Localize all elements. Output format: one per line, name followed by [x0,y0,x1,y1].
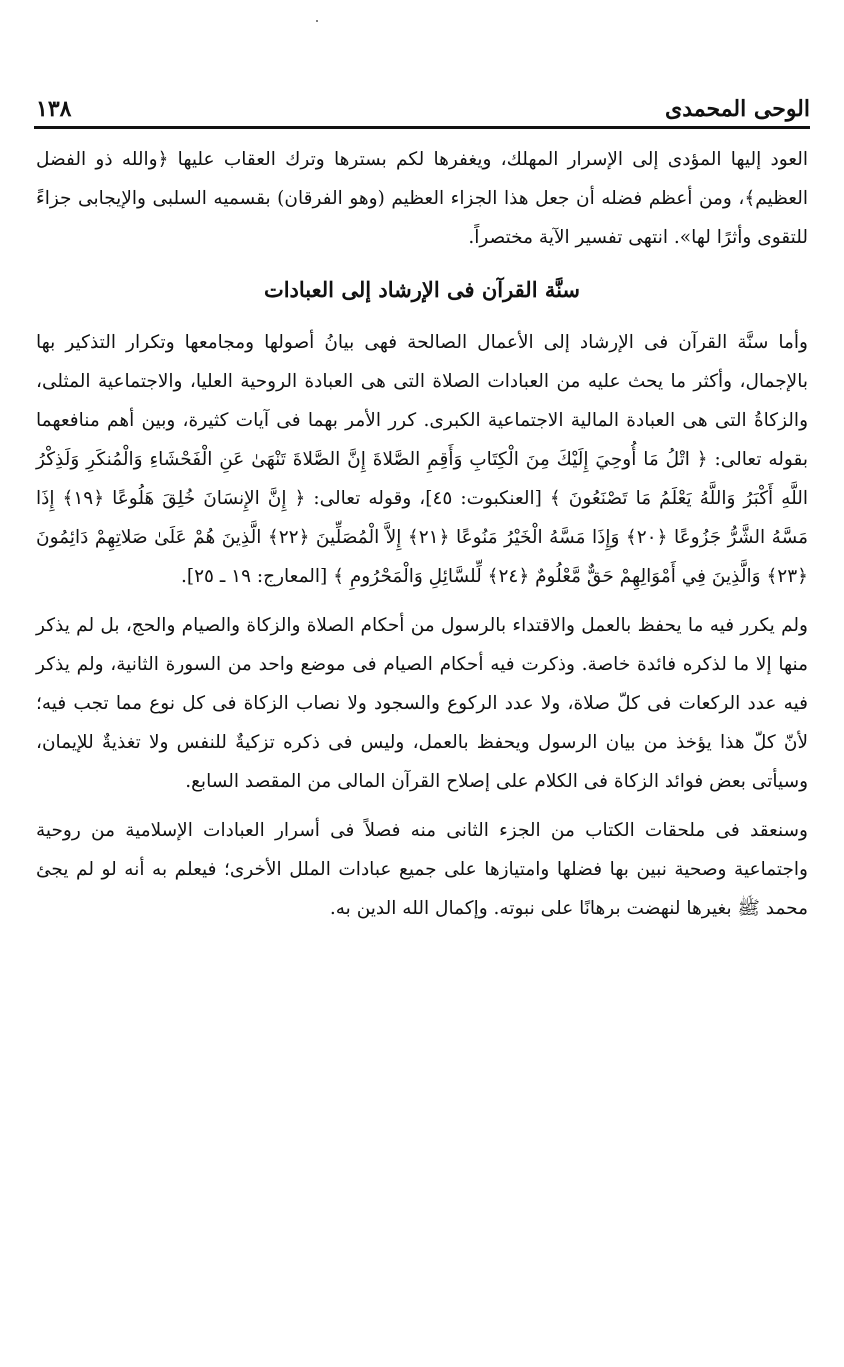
continued-paragraph: العود إليها المؤدى إلى الإسرار المهلك، ويغفرها لكم بسترها وترك العقاب عليها ﴿والله ذو الفضل العظيم﴾، ومن أعظم فضله أن جعل هذا الجزاء العظيم (وهو الفرقان) بقسميه السلبى والإيجابى جزاءً للتقوى وأثرًا لها». انتهى تفسير الآية مختصراً. [36,149,808,248]
scan-dot [316,20,318,22]
page-body [36,140,808,928]
header-rule [34,126,810,129]
page-number: ١٣٨ [36,96,72,122]
body-paragraph-3: وسنعقد فى ملحقات الكتاب من الجزء الثانى منه فصلاً فى أسرار العبادات الإسلامية من روحية واجتماعية وصحية نبين بها فضلها وامتيازها على جميع عبادات الملل الأخرى؛ فيعلم به أنه لو لم يجئ محمد ﷺ بغيرها لنهضت برهانًا على نبوته. وإكمال الله الدين به. [36,820,808,919]
running-title: الوحى المحمدى [665,96,810,122]
page-header [36,88,810,124]
body-paragraph-1: وأما سنَّة القرآن فى الإرشاد إلى الأعمال الصالحة فهى بيانُ أصولها ومجامعها وتكرار التذكير بها بالإجمال، وأكثر ما يحث عليه من العبادات الصلاة التى هى العبادة الروحية العليا، والاجتماعية المثلى، والزكاةُ التى هى العبادة المالية الاجتماعية الكبرى. كرر الأمر بهما فى آيات كثيرة، وبين أهم منافعهما بقوله تعالى: ﴿ اتْلُ مَا أُوحِيَ إِلَيْكَ مِنَ الْكِتَابِ وَأَقِمِ الصَّلاةَ إِنَّ الصَّلاةَ تَنْهَىٰ عَنِ الْفَحْشَاءِ وَالْمُنكَرِ وَلَذِكْرُ اللَّهِ أَكْبَرُ وَاللَّهُ يَعْلَمُ مَا تَصْنَعُونَ ﴾ [العنكبوت: ٤٥]، وقوله تعالى: ﴿ إِنَّ الإِنسَانَ خُلِقَ هَلُوعًا ﴿١٩﴾ إِذَا مَسَّهُ الشَّرُّ جَزُوعًا ﴿٢٠﴾ وَإِذَا مَسَّهُ الْخَيْرُ مَنُوعًا ﴿٢١﴾ إِلاَّ الْمُصَلِّينَ ﴿٢٢﴾ الَّذِينَ هُمْ عَلَىٰ صَلاتِهِمْ دَائِمُونَ ﴿٢٣﴾ وَالَّذِينَ فِي أَمْوَالِهِمْ حَقٌّ مَّعْلُومٌ ﴿٢٤﴾ لِّلسَّائِلِ وَالْمَحْرُومِ ﴾ [المعارج: ١٩ ـ ٢٥]. [36,332,808,587]
section-heading: سنَّة القرآن فى الإرشاد إلى العبادات [263,277,581,302]
body-paragraph-2: ولم يكرر فيه ما يحفظ بالعمل والاقتداء بالرسول من أحكام الصلاة والزكاة والصيام والحج، بل لم يذكر منها إلا ما لذكره فائدة خاصة. وذكرت فيه أحكام الصيام فى موضع واحد من السورة الثانية، ولم يذكر فيه عدد الركعات فى كلّ صلاة، ولا عدد الركوع والسجود ولا نصاب الزكاة فى كل نوع مما تجب فيه؛ لأنّ كلّ هذا يؤخذ من بيان الرسول ويحفظ بالعمل، وليس فى ذكره تزكيةٌ للنفس ولا تغذيةٌ للإيمان، وسيأتى بعض فوائد الزكاة فى الكلام على إصلاح القرآن المالى من المقصد السابع. [36,615,808,792]
